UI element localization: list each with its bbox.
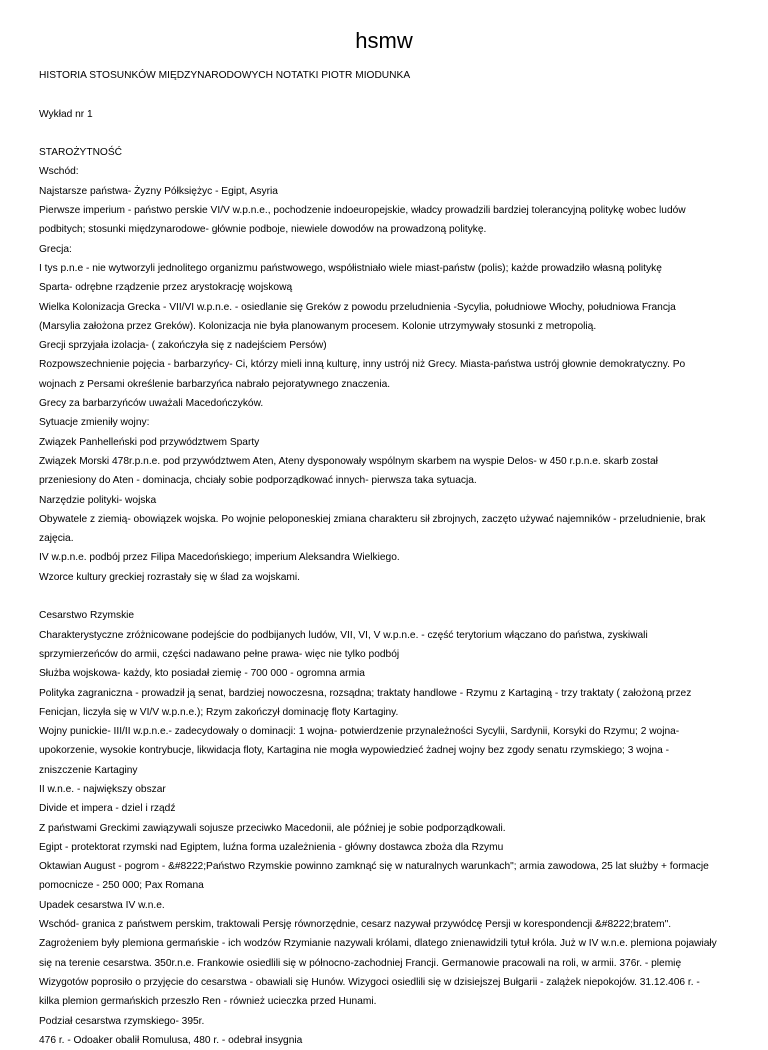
text-line: Polityka zagraniczna - prowadził ją senat, bardziej nowoczesna, rozsądna; traktaty handlowe - Rzymu z Kartaginą - trzy traktaty ( założoną przez <box>39 687 692 699</box>
text-line: Oktawian August - pogrom - &#8222;Państwo Rzymskie powinno zamknąć się w naturalnych warunkach"; armia zawodowa, 25 lat służby + formacje <box>39 861 709 873</box>
text-line: Upadek cesarstwa IV w.n.e. <box>39 899 165 911</box>
text-line: Najstarsze państwa- Żyzny Półksiężyc - Egipt, Asyria <box>39 185 278 197</box>
text-line: (Marsylia założona przez Greków). Kolonizacja nie była planowanym procesem. Kolonie utrzymywały stosunki z metropolią. <box>39 320 597 332</box>
text-line: Z państwami Greckimi zawiązywali sojusze przeciwko Macedonii, ale później je sobie podporządkowali. <box>39 822 506 834</box>
blank-line <box>39 85 739 104</box>
blank-line <box>39 124 739 143</box>
text-line: Grecja: <box>39 243 72 255</box>
text-line: Sytuacje zmieniły wojny: <box>39 417 150 429</box>
text-line: Grecy za barbarzyńców uważali Macedończyków. <box>39 398 264 410</box>
text-line: Wizygotów poprosiło o przyjęcie do cesarstwa - obawiali się Hunów. Wizygoci osiedlili się w dzisiejszej Bułgarii - zalążek niepokojów. 31.12.406 r. - <box>39 976 700 988</box>
text-line: przeniesiony do Aten - dominacja, chciały sobie podporządkować innych- pierwsza taka sytuacja. <box>39 475 477 487</box>
text-line: Wojny punickie- III/II w.p.n.e.- zadecydowały o dominacji: 1 wojna- potwierdzenie przynależności Sycylii, Sardynii, Korsyki do Rzymu; 2 wojna- <box>39 726 680 738</box>
text-line: Pierwsze imperium - państwo perskie VI/V w.p.n.e., pochodzenie indoeuropejskie, władcy prowadzili bardziej tolerancyjną politykę wobec ludów <box>39 205 686 217</box>
text-line: Egipt - protektorat rzymski nad Egiptem, luźna forma uzależnienia - główny dostawca zboża dla Rzymu <box>39 841 504 853</box>
text-line: podbitych; stosunki międzynarodowe- głównie podboje, niewiele dowodów na prowadzoną politykę. <box>39 224 487 236</box>
text-line: I tys p.n.e - nie wytworzyli jednolitego organizmu państwowego, współistniało wiele miast-państw (polis); każde prowadziło własną politykę <box>39 262 662 274</box>
text-line: 476 r. - Odoaker obalił Romulusa, 480 r. - odebrał insygnia <box>39 1034 303 1046</box>
text-line: zajęcia. <box>39 533 74 545</box>
text-line: Rozpowszechnienie pojęcia - barbarzyńcy- Ci, którzy mieli inną kulturę, inny ustrój niż Grecy. Miasta-państwa ustrój głownie demokratyczny. Po <box>39 359 686 371</box>
text-line: kilka plemion germańskich przeszło Ren - również ucieczka przed Hunami. <box>39 996 377 1008</box>
text-line: II w.n.e. - największy obszar <box>39 783 166 795</box>
text-line: Podział cesarstwa rzymskiego- 395r. <box>39 1015 205 1027</box>
text-line: Divide et impera - dziel i rządź <box>39 803 176 815</box>
text-line: Grecji sprzyjała izolacja- ( zakończyła się z nadejściem Persów) <box>39 340 327 352</box>
blank-line <box>39 587 739 606</box>
document-body <box>39 66 739 1050</box>
text-line: Sparta- odrębne rządzenie przez arystokrację wojskową <box>39 282 293 294</box>
text-line: Zagrożeniem były plemiona germańskie - ich wodzów Rzymianie nazywali królami, dlatego znienawidzili tytuł króla. Już w IV w.n.e. plemiona pojawiały <box>39 938 717 950</box>
document-subtitle: HISTORIA STOSUNKÓW MIĘDZYNARODOWYCH NOTATKI PIOTR MIODUNKA <box>39 70 411 81</box>
text-line: Wschód- granica z państwem perskim, traktowali Persję równorzędnie, cesarz nazywał przywódcę Persji w korespondencji &#8222;bratem". <box>39 919 672 931</box>
text-line: upokorzenie, wysokie kontrybucje, likwidacja floty, Kartagina nie mogła wypowiedzieć żadnej wojny bez zgody senatu rzymskiego; 3 wojna - <box>39 745 670 757</box>
text-line: zniszczenie Kartaginy <box>39 764 138 776</box>
text-line: Służba wojskowa- każdy, kto posiadał ziemię - 700 000 - ogromna armia <box>39 668 365 680</box>
text-line: wojnach z Persami określenie barbarzyńca nabrało pejoratywnego znaczenia. <box>39 378 391 390</box>
text-line: Wielka Kolonizacja Grecka - VII/VI w.p.n.e. - osiedlanie się Greków z powodu przeludnienia -Sycylia, południowe Włochy, południowa Francja <box>39 301 676 313</box>
text-line: Narzędzie polityki- wojska <box>39 494 157 506</box>
text-line: Wzorce kultury greckiej rozrastały się w ślad za wojskami. <box>39 571 300 583</box>
text-line: STAROŻYTNOŚĆ <box>39 147 123 159</box>
text-line: Cesarstwo Rzymskie <box>39 610 135 622</box>
text-line: Związek Panhelleński pod przywództwem Sparty <box>39 436 260 448</box>
text-line: IV w.p.n.e. podbój przez Filipa Macedońskiego; imperium Aleksandra Wielkiego. <box>39 552 400 564</box>
text-line: sprzymierzeńców do armii, części nadawano pełne prawa- więc nie tylko podbój <box>39 648 400 660</box>
text-lines <box>39 143 739 1050</box>
lecture-number: Wykład nr 1 <box>39 108 93 120</box>
text-line: się na terenie cesarstwa. 350r.n.e. Frankowie osiedlili się w północno-zachodniej Francji. Germanowie pracowali na roli, w armii. 376r. - plemię <box>39 957 682 969</box>
text-line: Wschód: <box>39 166 79 178</box>
text-line: Obywatele z ziemią- obowiązek wojska. Po wojnie peloponeskiej zmiana charakteru sił zbrojnych, zaczęto używać najemników - przeludnienie, brak <box>39 513 706 525</box>
text-line: Fenicjan, liczyła się w VI/V w.p.n.e.); Rzym zakończył dominację floty Kartaginy. <box>39 706 399 718</box>
page-title: hsmw <box>355 28 413 53</box>
text-line: Charakterystyczne zróżnicowane podejście do podbijanych ludów, VII, VI, V w.p.n.e. - część terytorium włączano do państwa, zyskiwali <box>39 629 648 641</box>
text-line: Związek Morski 478r.p.n.e. pod przywództwem Aten, Ateny dysponowały wspólnym skarbem na wyspie Delos- w 450 r.p.n.e. skarb został <box>39 455 658 467</box>
text-line: pomocnicze - 250 000; Pax Romana <box>39 880 204 892</box>
